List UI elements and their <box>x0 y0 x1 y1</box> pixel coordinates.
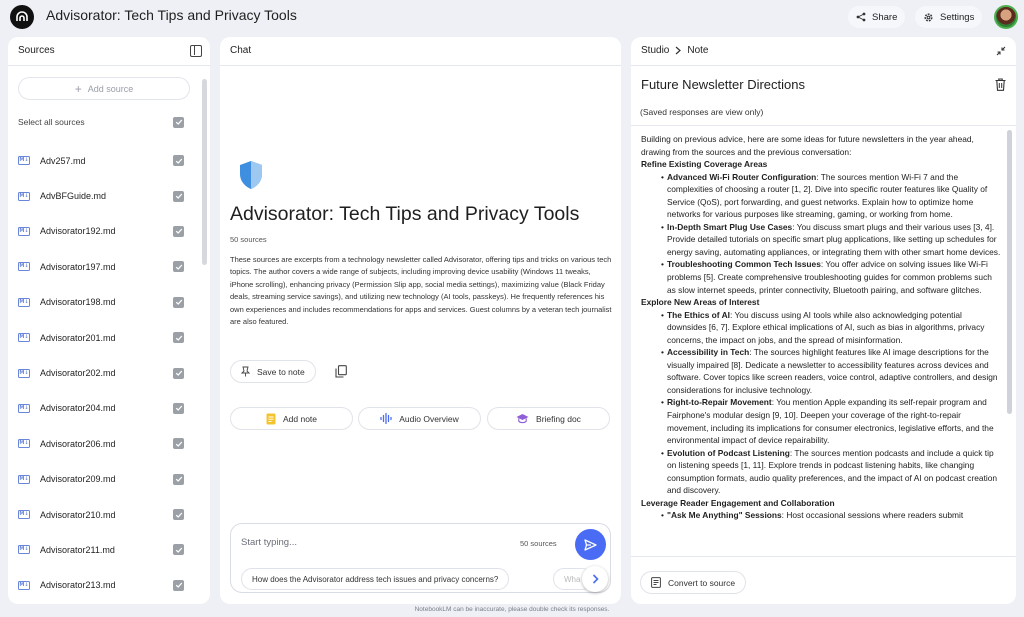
note-bullet-text: : The sources mention podcasts and include a quick tip on listening speeds [1, 11]. Explore trends in podcast listening habits, like changing consumption formats, audio quality preferences, and the impact of AI on podcast creation and discovery. <box>667 447 998 496</box>
note-bullet-term: Right-to-Repair Movement <box>667 397 772 408</box>
check-icon <box>175 227 183 235</box>
source-item[interactable] <box>18 426 184 461</box>
source-checkbox[interactable] <box>173 580 184 591</box>
send-icon <box>584 539 597 551</box>
note-bullet-text: : The sources highlight features like AI image descriptions for the visually impaired [8]. Dedicate a newsletter to accessibility features across devices and software. Cover topics like screen readers, voice control, adaptive controllers, and design considerations for inclusive technology. <box>667 347 998 395</box>
source-checkbox[interactable] <box>173 368 184 379</box>
check-icon <box>175 298 183 306</box>
studio-panel <box>631 37 1016 604</box>
source-name[interactable]: Advisorator197.md <box>40 261 116 272</box>
note-bullet-text: : You discuss smart plugs and their various uses [3, 4]. Provide detailed tutorials on specific smart plug applications, like setting up schedules for energy saving, automating appliances, or integrating them with other smart home devices. <box>667 221 1001 257</box>
note-bullet <box>641 221 1001 259</box>
notebooklm-logo-icon[interactable] <box>10 5 34 29</box>
check-icon <box>175 157 183 165</box>
add-source-button[interactable] <box>18 77 190 100</box>
breadcrumb <box>641 45 708 56</box>
note-bullet <box>641 309 1001 347</box>
source-name[interactable]: Advisorator204.md <box>40 403 116 414</box>
convert-to-source-button[interactable] <box>640 571 746 594</box>
check-icon <box>175 263 183 271</box>
audio-waveform-icon <box>380 413 392 424</box>
source-checkbox[interactable] <box>173 403 184 414</box>
chat-input-placeholder[interactable]: Start typing... <box>241 537 297 548</box>
source-count: 50 sources <box>230 235 267 244</box>
note-bullet <box>641 258 1001 296</box>
suggested-question-chip[interactable]: How does the Advisorator address tech issues and privacy concerns? <box>241 568 509 590</box>
pin-icon <box>241 366 250 377</box>
notebook-title[interactable]: Advisorator: Tech Tips and Privacy Tools <box>46 7 297 23</box>
note-bullet-text: : Host occasional sessions where readers submit <box>781 510 964 521</box>
source-checkbox[interactable] <box>173 509 184 520</box>
markdown-file-icon: M↓ <box>19 369 29 376</box>
source-item[interactable] <box>18 497 184 532</box>
check-icon <box>175 192 183 200</box>
note-intro: Building on previous advice, here are some ideas for future newsletters in the year ahead, drawing from the sources and the previous conversation: <box>641 134 974 157</box>
input-source-count: 50 sources <box>520 539 557 548</box>
collapse-arrows-icon[interactable] <box>996 46 1006 56</box>
source-name[interactable]: Advisorator206.md <box>40 438 116 449</box>
check-icon <box>175 440 183 448</box>
source-item[interactable] <box>18 285 184 320</box>
notebook-heading: Advisorator: Tech Tips and Privacy Tools <box>230 203 580 225</box>
source-name[interactable]: Advisorator213.md <box>40 580 116 591</box>
source-checkbox[interactable] <box>173 226 184 237</box>
check-icon <box>175 475 183 483</box>
source-item[interactable] <box>18 214 184 249</box>
share-label: Share <box>872 11 898 23</box>
sources-title: Sources <box>18 45 55 56</box>
note-title: Future Newsletter Directions <box>641 77 805 92</box>
source-item[interactable] <box>18 532 184 567</box>
note-bullet-text: : You offer advice on solving issues like Wi-Fi problems [5]. Create comprehensive troubleshooting guides for common problems such as slow internet speeds, printer connectivity, Bluetooth pairing, and software glitches. <box>667 259 992 295</box>
source-item[interactable] <box>18 355 184 390</box>
source-name[interactable]: Advisorator211.md <box>40 544 115 555</box>
view-only-notice: (Saved responses are view only) <box>640 107 764 117</box>
markdown-file-icon: M↓ <box>19 581 29 588</box>
markdown-file-icon: M↓ <box>19 192 29 199</box>
markdown-file-icon: M↓ <box>19 263 29 270</box>
source-item[interactable] <box>18 143 184 178</box>
markdown-file-icon: M↓ <box>19 475 29 482</box>
audio-overview-label: Audio Overview <box>399 413 459 424</box>
markdown-file-icon: M↓ <box>19 511 29 518</box>
share-icon <box>856 12 866 22</box>
note-bullet <box>641 447 1001 497</box>
briefing-doc-button[interactable] <box>487 407 610 430</box>
markdown-file-icon: M↓ <box>19 546 29 553</box>
note-bullet-term: Accessibility in Tech <box>667 347 750 358</box>
source-name[interactable]: Advisorator201.md <box>40 332 116 343</box>
source-name[interactable]: AdvBFGuide.md <box>40 191 107 202</box>
copy-icon[interactable] <box>335 365 347 378</box>
briefing-doc-label: Briefing doc <box>536 413 581 424</box>
source-checkbox[interactable] <box>173 261 184 272</box>
note-bullet-term: In-Depth Smart Plug Use Cases <box>667 221 793 232</box>
note-bullet-text: : You mention Apple expanding its self-repair program and Fairphone's modular design [9, 10]. Deepen your coverage of the right-to-repair movement, including its implications for consumer electronics, legislative efforts, and the environmental impact of device repairability. <box>667 397 994 446</box>
shield-icon <box>238 160 264 190</box>
next-suggestions-button[interactable] <box>582 566 608 592</box>
check-icon <box>175 546 183 554</box>
source-name[interactable]: Advisorator198.md <box>40 297 116 308</box>
settings-button[interactable] <box>915 6 982 28</box>
trash-icon[interactable] <box>995 78 1006 91</box>
note-bullet-term: "Ask Me Anything" Sessions <box>667 510 782 521</box>
notebook-summary: These sources are excerpts from a technology newsletter called Advisorator, offering tips and tricks on various tech topics. The author covers a wide range of subjects, including improving device usability (Windows 11 tweaks, iPhone scrolling), enhancing privacy (Permission Slip app, social media settings), maximizing value (Black Friday deals, streaming service savings), and utilizing new technology (AI tools, passkeys). He frequently references his own experiences and includes recommendations for apps and services. Guest columns by a veteran tech journalist are also featured. <box>230 255 612 327</box>
source-name[interactable]: Advisorator192.md <box>40 226 116 237</box>
source-checkbox[interactable] <box>173 155 184 166</box>
check-icon <box>175 369 183 377</box>
note-text <box>641 133 1001 522</box>
source-name[interactable]: Adv257.md <box>40 155 86 166</box>
note-bullet-term: Troubleshooting Common Tech Issues <box>667 259 821 270</box>
note-section-heading: Leverage Reader Engagement and Collaboration <box>641 497 835 508</box>
sources-panel <box>8 37 210 604</box>
save-to-note-button[interactable] <box>230 360 316 383</box>
note-bullet <box>641 396 1001 446</box>
breadcrumb-studio[interactable]: Studio <box>641 45 670 56</box>
check-icon <box>175 334 183 342</box>
check-icon <box>175 404 183 412</box>
disclaimer-footer: NotebookLM can be inaccurate, please double check its responses. <box>414 606 610 613</box>
source-item[interactable] <box>18 249 184 284</box>
check-icon <box>175 118 183 126</box>
select-all-row[interactable] <box>18 115 184 129</box>
app-header <box>0 0 1024 34</box>
save-to-note-label: Save to note <box>257 366 305 377</box>
note-section-heading: Explore New Areas of Interest <box>641 297 760 308</box>
source-checkbox[interactable] <box>173 474 184 485</box>
source-item[interactable] <box>18 320 184 355</box>
check-icon <box>175 511 183 519</box>
source-name[interactable]: Advisorator210.md <box>40 509 116 520</box>
note-icon <box>266 413 276 425</box>
source-checkbox[interactable] <box>173 438 184 449</box>
chat-title: Chat <box>230 45 252 56</box>
note-bullet-term: The Ethics of AI <box>667 309 730 320</box>
audio-overview-button[interactable] <box>358 407 481 430</box>
add-note-label: Add note <box>282 413 318 424</box>
select-all-label: Select all sources <box>18 117 85 127</box>
markdown-file-icon: M↓ <box>19 404 29 411</box>
markdown-file-icon: M↓ <box>19 157 29 164</box>
source-checkbox[interactable] <box>173 191 184 202</box>
source-item[interactable] <box>18 178 184 213</box>
convert-to-source-label: Convert to source <box>668 577 736 588</box>
sources-header <box>8 37 210 66</box>
note-content[interactable] <box>631 125 1016 557</box>
chat-header <box>220 37 621 66</box>
note-bullet-text: : The sources mention Wi-Fi 7 and the complexities of choosing a router [1, 2]. Dive into specific router features like Quality of Service (QoS), port forwarding, and guest networks. Explain how to optimize home networks for various purposes like streaming, gaming, or working from home. <box>667 171 988 220</box>
graduation-cap-icon <box>516 413 529 424</box>
source-name[interactable]: Advisorator202.md <box>40 368 116 379</box>
add-note-button[interactable] <box>230 407 353 430</box>
studio-header <box>631 37 1016 66</box>
user-avatar[interactable] <box>994 5 1018 29</box>
share-button[interactable] <box>848 6 905 28</box>
markdown-file-icon: M↓ <box>19 227 29 234</box>
source-checkbox[interactable] <box>173 332 184 343</box>
source-item[interactable] <box>18 462 184 497</box>
note-bullet-term: Advanced Wi-Fi Router Configuration <box>667 171 817 182</box>
source-item[interactable] <box>18 568 184 603</box>
source-item[interactable] <box>18 391 184 426</box>
note-bullet-text: : You discuss using AI tools while also acknowledging potential downsides [6, 7]. Explore ethical implications of AI, such as bias in algorithms, privacy concerns, the impact on jobs, and the spread of misinformation. <box>667 309 985 345</box>
check-icon <box>175 581 183 589</box>
breadcrumb-note: Note <box>687 45 709 56</box>
collapse-panel-icon[interactable] <box>190 45 202 57</box>
send-button[interactable] <box>575 529 606 560</box>
chevron-right-icon <box>592 574 599 584</box>
select-all-checkbox[interactable] <box>173 117 184 128</box>
note-section-heading: Refine Existing Coverage Areas <box>641 159 768 170</box>
chat-input-box[interactable] <box>230 523 611 593</box>
note-bullet <box>641 171 1001 221</box>
note-bullet <box>641 346 1001 396</box>
markdown-file-icon: M↓ <box>19 440 29 447</box>
document-convert-icon <box>651 577 661 588</box>
suggested-question-chip-2[interactable]: Wha <box>553 568 593 590</box>
source-list <box>18 143 184 603</box>
markdown-file-icon: M↓ <box>19 334 29 341</box>
chat-panel <box>220 37 621 604</box>
gear-icon <box>923 12 934 23</box>
source-checkbox[interactable] <box>173 544 184 555</box>
settings-label: Settings <box>940 11 975 23</box>
sources-scrollbar[interactable] <box>202 79 207 265</box>
note-scrollbar[interactable] <box>1007 130 1012 414</box>
markdown-file-icon: M↓ <box>19 298 29 305</box>
note-bullet <box>641 509 1001 522</box>
chevron-right-icon <box>675 46 681 55</box>
note-bullet-term: Evolution of Podcast Listening <box>667 447 790 458</box>
source-name[interactable]: Advisorator209.md <box>40 474 116 485</box>
add-source-label: Add source <box>87 83 134 94</box>
source-checkbox[interactable] <box>173 297 184 308</box>
plus-icon: + <box>74 81 82 96</box>
